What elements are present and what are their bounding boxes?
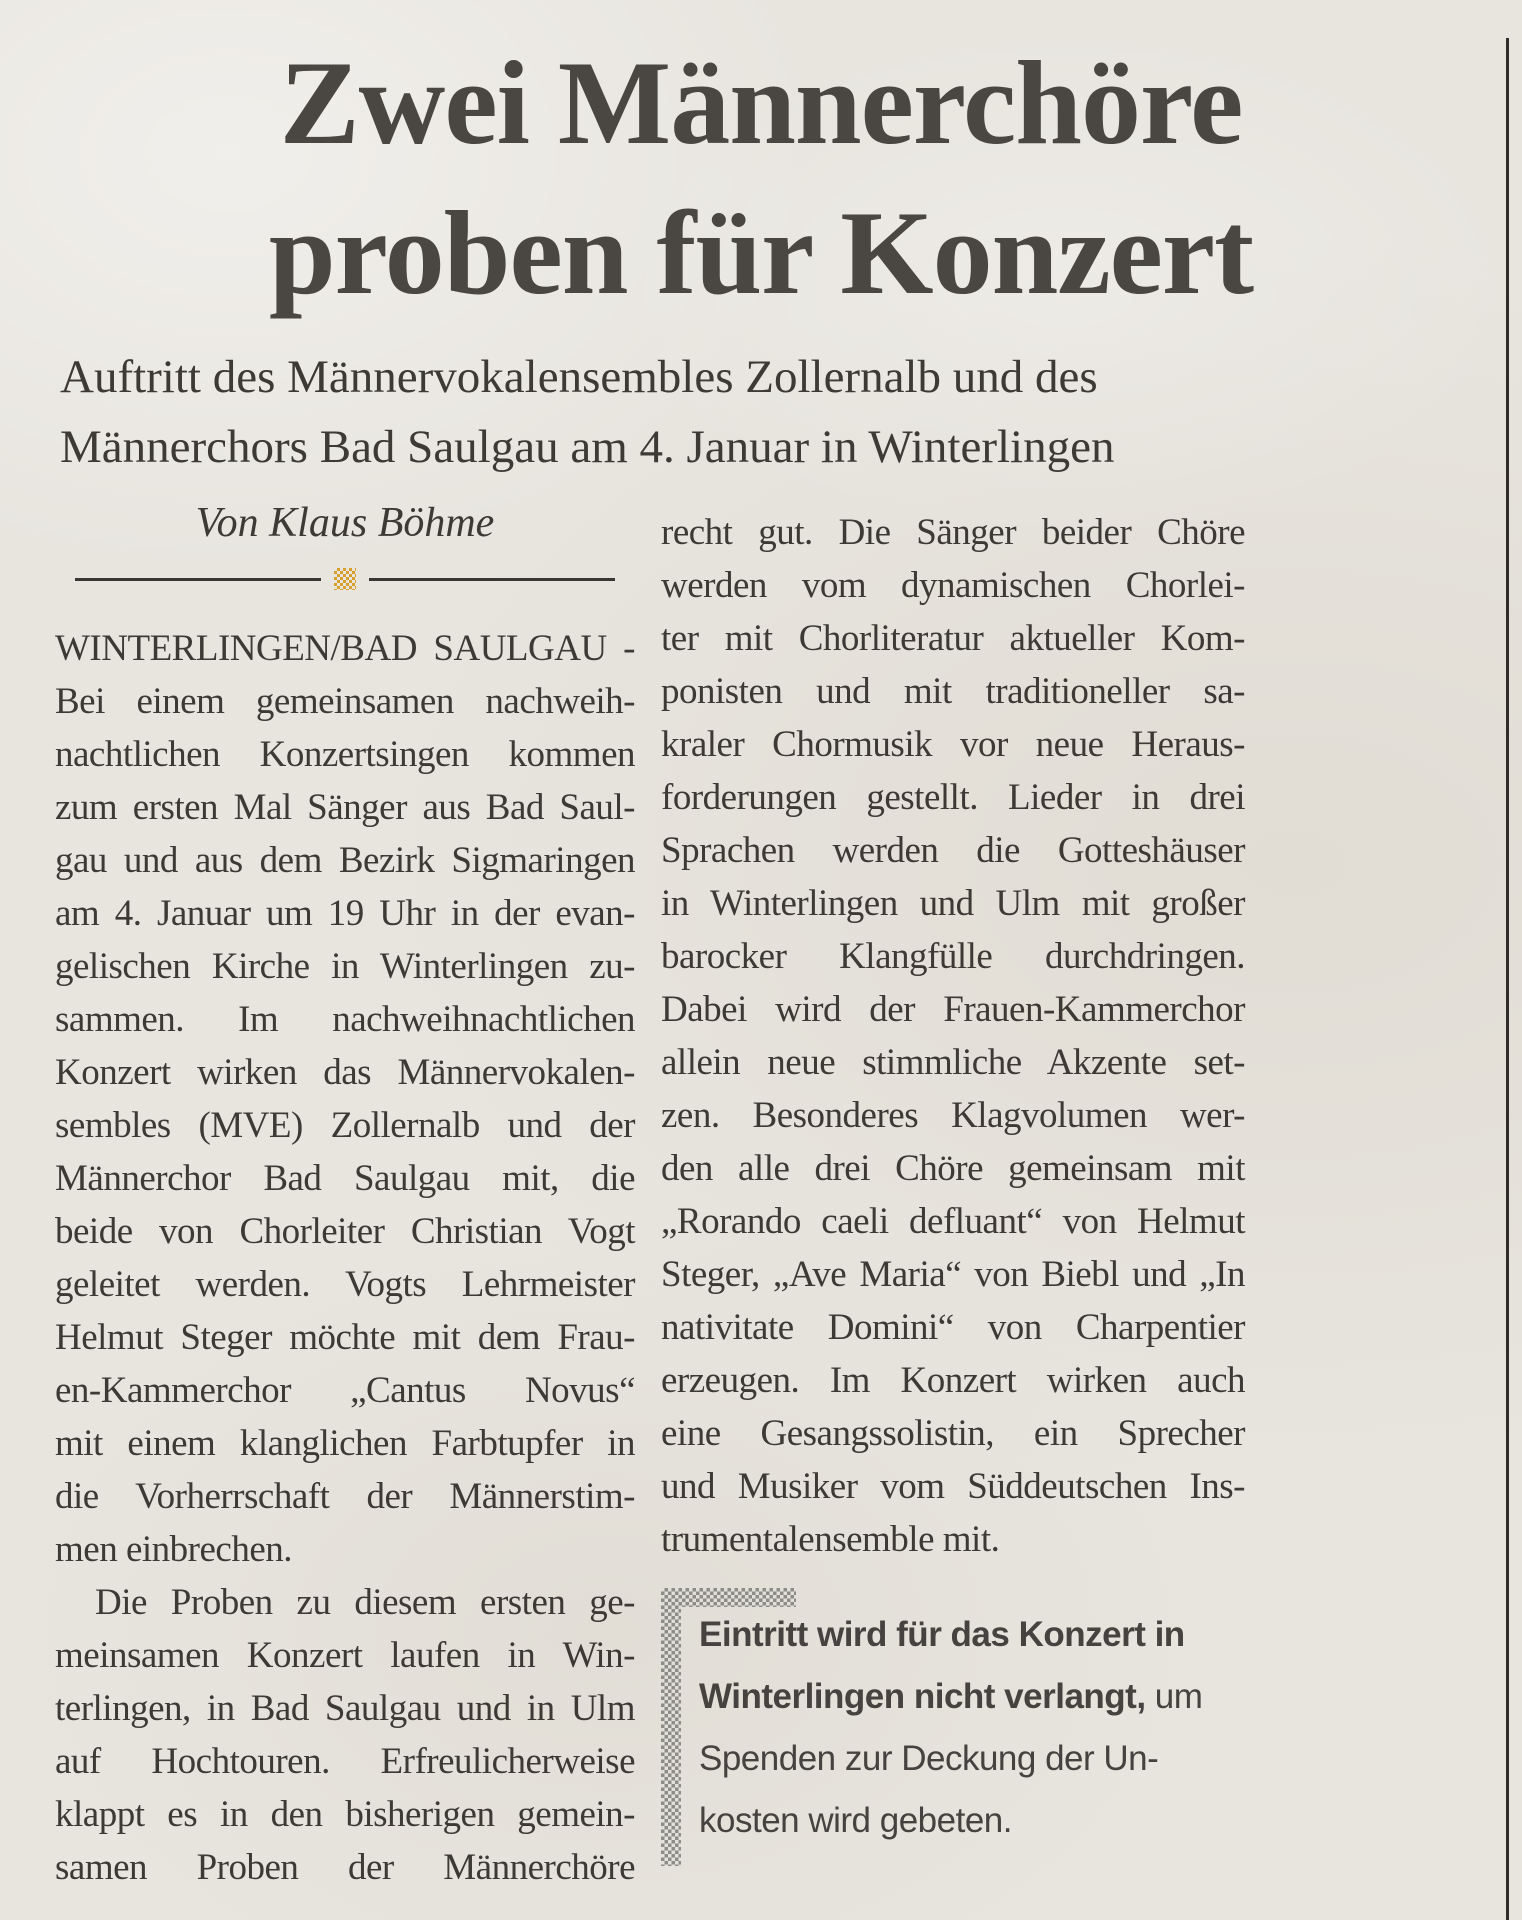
- text-line: [661, 718, 1245, 771]
- text-line: [55, 887, 635, 940]
- text-line: [661, 506, 1245, 559]
- text-segment: gau und aus dem Bezirk Sigmaringen: [55, 840, 635, 881]
- text-line: [661, 1248, 1245, 1301]
- article-body: [55, 498, 1245, 1894]
- text-segment: Konzert wirken das Männervokalen-: [55, 1052, 635, 1093]
- text-segment: meinsamen Konzert laufen in Win-: [55, 1635, 635, 1676]
- text-segment: mit einem klanglichen Farbtupfer in: [55, 1423, 635, 1464]
- text-segment: nachtlichen Konzertsingen kommen: [55, 734, 635, 775]
- text-line: [661, 1089, 1245, 1142]
- text-segment: kosten wird gebeten.: [699, 1801, 1012, 1840]
- text-segment: sammen. Im nachweihnachtlichen: [55, 999, 635, 1040]
- text-line: [55, 940, 635, 993]
- text-segment: „Rorando caeli defluant“ von Helmut: [661, 1201, 1245, 1242]
- subheadline-line-2: Männerchors Bad Saulgau am 4. Januar in Winterlingen: [60, 421, 1115, 473]
- right-column-text: [661, 506, 1245, 1566]
- text-segment: gelischen Kirche in Winterlingen zu-: [55, 946, 635, 987]
- text-segment: ponisten und mit traditioneller sa-: [661, 671, 1245, 712]
- text-line: [661, 1195, 1245, 1248]
- text-line: [55, 1046, 635, 1099]
- text-segment: am 4. Januar um 19 Uhr in der evan-: [55, 893, 635, 934]
- text-segment: allein neue stimmliche Akzente set-: [661, 1042, 1245, 1083]
- bracket-vertical: [661, 1588, 681, 1866]
- bold-text-segment: Winterlingen nicht verlangt,: [699, 1677, 1146, 1716]
- text-segment: Steger, „Ave Maria“ von Biebl und „In: [661, 1254, 1245, 1295]
- text-segment: klappt es in den bisherigen gemein-: [55, 1794, 635, 1835]
- text-line: [55, 1364, 635, 1417]
- text-segment: Männerchor Bad Saulgau mit, die: [55, 1158, 635, 1199]
- text-line: [661, 877, 1245, 930]
- text-segment: WINTERLINGEN/BAD SAULGAU -: [55, 628, 635, 669]
- text-segment: um: [1145, 1677, 1203, 1716]
- text-line: [55, 1576, 635, 1629]
- text-line: [55, 1735, 635, 1788]
- text-line: [661, 1301, 1245, 1354]
- text-line: [55, 1258, 635, 1311]
- text-line: [661, 983, 1245, 1036]
- divider-line-right: [369, 578, 615, 581]
- headline-line-1: Zwei Männerchöre: [279, 36, 1243, 169]
- text-line: [55, 1629, 635, 1682]
- text-line: [55, 1205, 635, 1258]
- text-line: [661, 1407, 1245, 1460]
- text-line: [661, 1142, 1245, 1195]
- text-line: [661, 771, 1245, 824]
- text-segment: Dabei wird der Frauen-Kammerchor: [661, 989, 1245, 1030]
- text-line: [661, 930, 1245, 983]
- corner-bracket-icon: [661, 1588, 681, 1866]
- text-line: [55, 622, 635, 675]
- byline: Von Klaus Böhme: [195, 500, 495, 546]
- page-edge-rule: [1506, 38, 1509, 1920]
- text-segment: erzeugen. Im Konzert wirken auch: [661, 1360, 1245, 1401]
- text-segment: auf Hochtouren. Erfreulicherweise: [55, 1741, 635, 1782]
- text-segment: trumentalensemble mit.: [661, 1519, 1000, 1560]
- bracket-horizontal: [661, 1588, 796, 1607]
- divider-line-left: [75, 578, 321, 581]
- text-line: [55, 1523, 635, 1576]
- text-line: [55, 1311, 635, 1364]
- text-line: [55, 728, 635, 781]
- text-segment: und Musiker vom Süddeutschen Ins-: [661, 1466, 1245, 1507]
- ornament-icon: [334, 568, 356, 590]
- text-segment: barocker Klangfülle durchdringen.: [661, 936, 1245, 977]
- text-segment: zum ersten Mal Sänger aus Bad Saul-: [55, 787, 635, 828]
- article-right-column: [661, 498, 1245, 1894]
- text-line: [661, 1036, 1245, 1089]
- text-line: [55, 1788, 635, 1841]
- text-line: [55, 1470, 635, 1523]
- text-segment: sembles (MVE) Zollernalb und der: [55, 1105, 635, 1146]
- text-segment: en-Kammerchor „Cantus Novus“: [55, 1370, 635, 1411]
- info-box: [661, 1588, 1245, 1866]
- text-segment: kraler Chormusik vor neue Heraus-: [661, 724, 1245, 765]
- text-segment: ter mit Chorliteratur aktueller Kom-: [661, 618, 1245, 659]
- text-line: [699, 1728, 1202, 1790]
- text-segment: forderungen gestellt. Lieder in drei: [661, 777, 1245, 818]
- text-line: [699, 1604, 1202, 1666]
- byline-divider: [75, 566, 615, 592]
- text-segment: Sprachen werden die Gotteshäuser: [661, 830, 1245, 871]
- text-line: [55, 675, 635, 728]
- article-left-column: [55, 498, 635, 1894]
- text-line: [55, 993, 635, 1046]
- text-segment: terlingen, in Bad Saulgau und in Ulm: [55, 1688, 635, 1729]
- text-line: [55, 1152, 635, 1205]
- text-line: [661, 665, 1245, 718]
- text-segment: den alle drei Chöre gemeinsam mit: [661, 1148, 1245, 1189]
- headline-line-2: proben für Konzert: [268, 186, 1254, 319]
- text-line: [661, 1513, 1245, 1566]
- text-segment: Spenden zur Deckung der Un-: [699, 1739, 1159, 1778]
- text-segment: geleitet werden. Vogts Lehrmeister: [55, 1264, 635, 1305]
- text-segment: werden vom dynamischen Chorlei-: [661, 565, 1245, 606]
- text-line: [55, 834, 635, 887]
- info-box-text: [699, 1604, 1202, 1866]
- subheadline: [60, 342, 1220, 482]
- text-segment: Die Proben zu diesem ersten ge-: [95, 1582, 635, 1623]
- text-line: [55, 1417, 635, 1470]
- text-segment: recht gut. Die Sänger beider Chöre: [661, 512, 1245, 553]
- headline: [0, 28, 1522, 328]
- text-line: [55, 1841, 635, 1894]
- text-segment: samen Proben der Männerchöre: [55, 1847, 635, 1888]
- text-segment: die Vorherrschaft der Männerstim-: [55, 1476, 635, 1517]
- text-line: [661, 1354, 1245, 1407]
- text-line: [55, 1682, 635, 1735]
- text-line: [661, 559, 1245, 612]
- text-line: [699, 1790, 1202, 1852]
- text-segment: Helmut Steger möchte mit dem Frau-: [55, 1317, 635, 1358]
- text-segment: nativitate Domini“ von Charpentier: [661, 1307, 1245, 1348]
- text-line: [661, 824, 1245, 877]
- bold-text-segment: Eintritt wird für das Konzert in: [699, 1615, 1185, 1654]
- text-segment: men einbrechen.: [55, 1529, 292, 1570]
- text-line: [55, 1099, 635, 1152]
- text-segment: Bei einem gemeinsamen nachweih-: [55, 681, 635, 722]
- text-segment: beide von Chorleiter Christian Vogt: [55, 1211, 635, 1252]
- text-segment: in Winterlingen und Ulm mit großer: [661, 883, 1245, 924]
- text-segment: eine Gesangssolistin, ein Sprecher: [661, 1413, 1245, 1454]
- text-segment: zen. Besonderes Klagvolumen wer-: [661, 1095, 1245, 1136]
- text-line: [55, 781, 635, 834]
- text-line: [661, 1460, 1245, 1513]
- left-column-text: [55, 622, 635, 1894]
- text-line: [661, 612, 1245, 665]
- text-line: [699, 1666, 1202, 1728]
- subheadline-line-1: Auftritt des Männervokalensembles Zollernalb und des: [60, 351, 1098, 403]
